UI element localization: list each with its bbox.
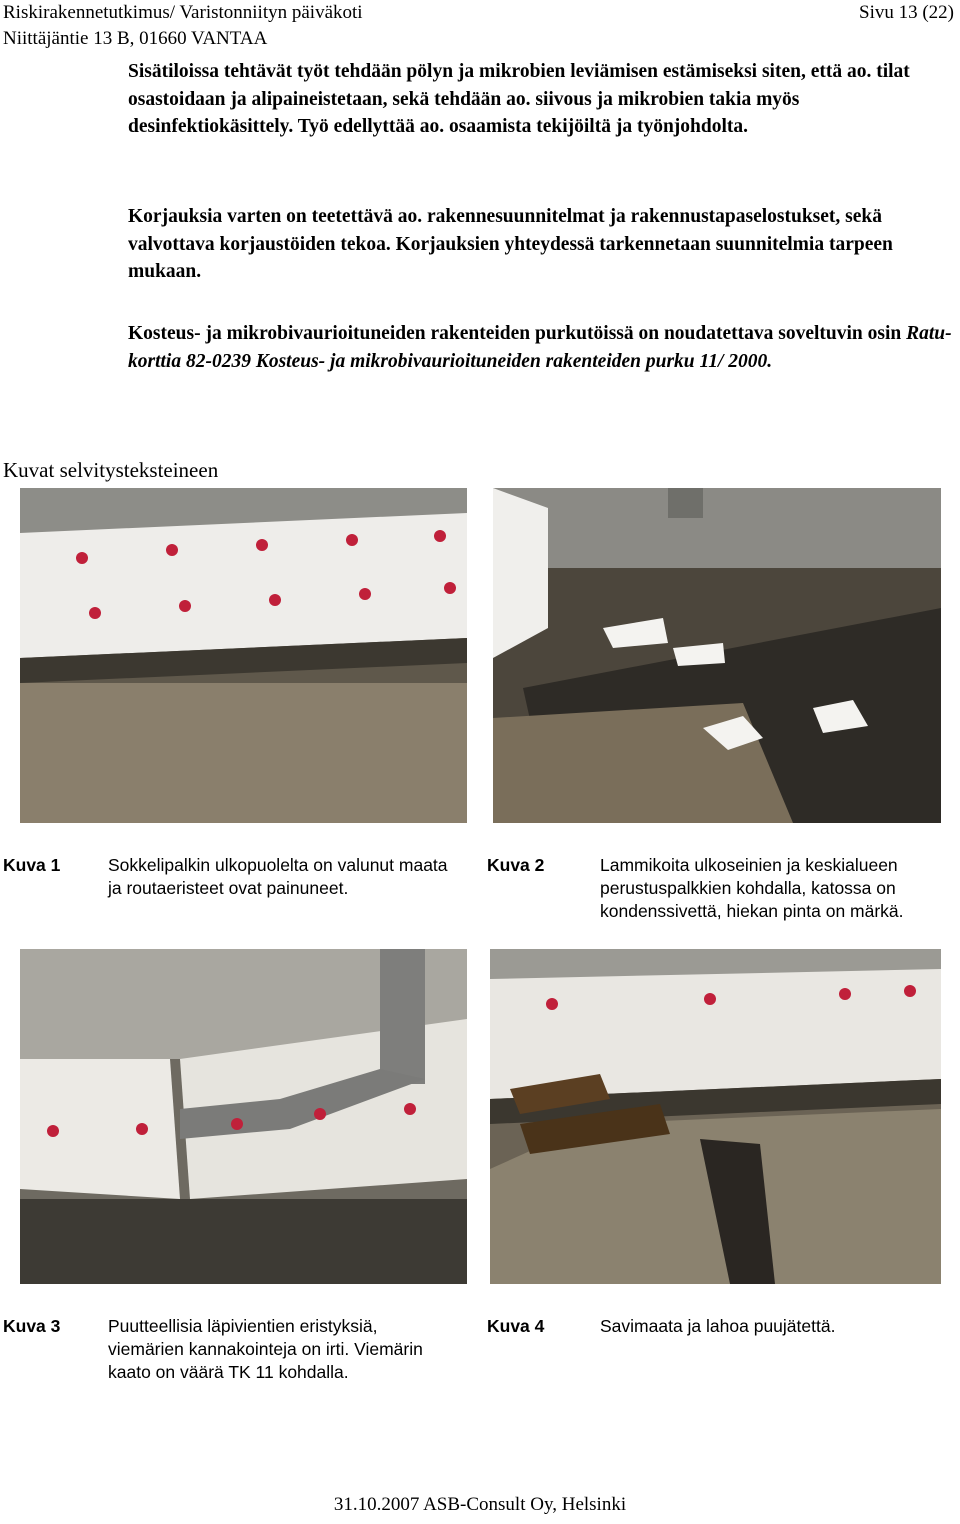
caption-3-label: Kuva 3	[3, 1316, 61, 1336]
caption-1-label: Kuva 1	[3, 855, 61, 875]
page-number: Sivu 13 (22)	[859, 2, 954, 23]
caption-2-label: Kuva 2	[487, 855, 545, 875]
footer: 31.10.2007 ASB-Consult Oy, Helsinki	[333, 1494, 627, 1515]
paragraph-1: Sisätiloissa tehtävät työt tehdään pölyn ja mikrobien leviämisen estämiseksi siten, että ao. tilat osastoidaan ja alipaineistetaan, sekä tehdään ao. siivous ja mikrobien takia myös desinfektiokäsittely. Työ edellyttää ao. osaamista tekijöiltä ja työnjohdolta.	[128, 61, 910, 137]
caption-1-text: Sokkelipalkin ulkopuolelta on valunut maata ja routaeristeet ovat painuneet.	[108, 855, 448, 898]
header-address: Niittäjäntie 13 B, 01660 VANTAA	[3, 28, 268, 49]
paragraph-3	[128, 320, 954, 375]
photo-1	[20, 488, 467, 823]
paragraph-3-reference: Ratu-korttia 82-0239 Kosteus- ja mikrobivaurioituneiden rakenteiden purku 11/ 2000.	[128, 323, 952, 372]
paragraph-3-text: Kosteus- ja mikrobivaurioituneiden rakenteiden purkutöissä on noudatettava soveltuvin osin	[128, 323, 902, 344]
photo-3	[20, 949, 467, 1284]
photo-4	[490, 949, 941, 1284]
header-title: Riskirakennetutkimus/ Varistonniityn päiväkoti	[3, 2, 363, 23]
caption-2-text: Lammikoita ulkoseinien ja keskialueen perustuspalkkien kohdalla, katossa on kondenssivettä, hiekan pinta on märkä.	[600, 855, 904, 921]
section-title: Kuvat selvitysteksteineen	[3, 458, 219, 482]
paragraph-2: Korjauksia varten on teetettävä ao. rakennesuunnitelmat ja rakennustapaselostukset, sekä valvottava korjaustöiden tekoa. Korjauksien yhteydessä tarkennetaan suunnitelmia tarpeen mukaan.	[128, 206, 893, 282]
caption-4-text: Savimaata ja lahoa puujätettä.	[600, 1316, 836, 1336]
caption-4-label: Kuva 4	[487, 1316, 545, 1336]
caption-3-text: Puutteellisia läpivientien eristyksiä, viemärien kannakointeja on irti. Viemärin kaato on väärä TK 11 kohdalla.	[108, 1316, 423, 1382]
photo-2	[493, 488, 941, 823]
